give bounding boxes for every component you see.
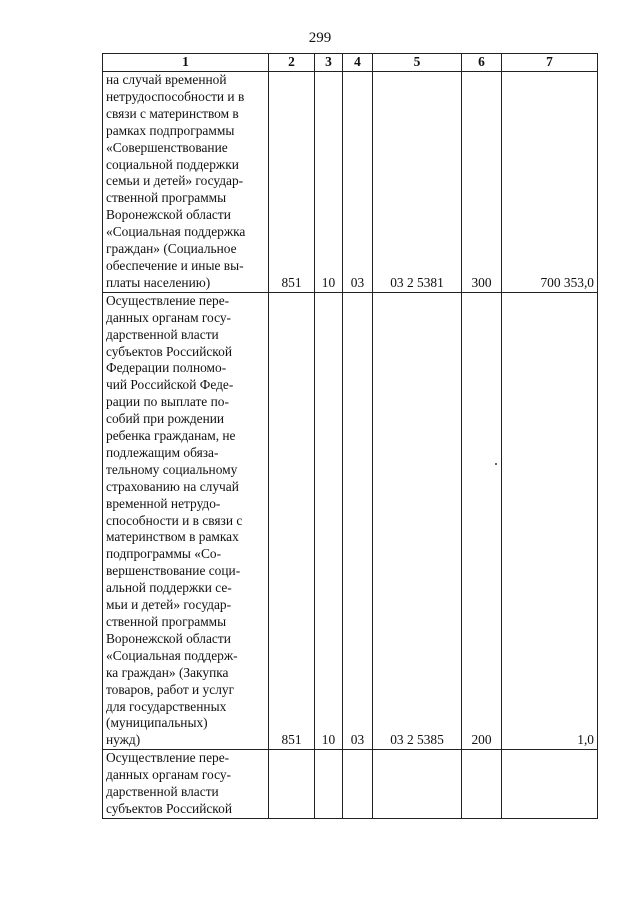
description-line: социальной поддержки	[106, 156, 239, 172]
row-col-4: 03	[343, 292, 373, 749]
description-line: на случай временной	[106, 72, 227, 87]
description-line: Осуществление пере-	[106, 750, 230, 766]
description-line: Воронежской области	[106, 207, 231, 223]
description-line: данных органам госу-	[106, 309, 231, 325]
row-col-7: 1,0	[502, 292, 598, 749]
description-line: нетрудоспособности и в	[106, 88, 245, 104]
description-line: обеспечение и иные вы-	[106, 257, 244, 273]
row-col-6	[462, 750, 502, 819]
description-line: собий при рождении	[106, 411, 225, 427]
description-line: связи с материнством в	[106, 105, 239, 121]
row-col-7	[502, 750, 598, 819]
header-col-5: 5	[373, 54, 462, 72]
description-line: товаров, работ и услуг	[106, 681, 235, 697]
description-line: «Социальная поддержка	[106, 224, 246, 240]
row-col-2	[269, 750, 315, 819]
row-description	[103, 292, 269, 749]
row-col-2: 851	[269, 292, 315, 749]
description-line: материнством в рамках	[106, 529, 239, 545]
description-line: страхованию на случай	[106, 478, 239, 494]
description-line: (муниципальных)	[106, 715, 208, 731]
description-line: мьи и детей» государ-	[106, 597, 232, 613]
row-col-2: 851	[269, 72, 315, 293]
table-row	[103, 750, 598, 819]
description-line: рации по выплате по-	[106, 394, 229, 410]
row-col-3: 10	[315, 292, 343, 749]
description-line: Воронежской области	[106, 630, 231, 646]
scan-speck	[495, 463, 497, 465]
description-line: тельному социальному	[106, 461, 238, 477]
description-line: вершенствование соци-	[106, 563, 241, 579]
page-number: 299	[308, 30, 332, 46]
description-line: ственной программы	[106, 190, 227, 206]
row-description	[103, 72, 269, 293]
description-line: для государственных	[106, 698, 227, 714]
description-line: данных органам госу-	[106, 767, 231, 783]
description-line: временной нетрудо-	[106, 495, 221, 511]
table-row	[103, 72, 598, 293]
description-line: подпрограммы «Со-	[106, 546, 222, 562]
description-line: дарственной власти	[106, 326, 219, 342]
row-col-4: 03	[343, 72, 373, 293]
header-row	[103, 54, 598, 72]
description-line: семьи и детей» государ-	[106, 173, 244, 189]
description-line: субъектов Российской	[106, 800, 232, 816]
description-line: граждан» (Социальное	[106, 241, 237, 257]
description-line: рамках подпрограммы	[106, 122, 235, 138]
header-col-3: 3	[315, 54, 343, 72]
description-line: субъектов Российской	[106, 343, 232, 359]
header-col-4: 4	[343, 54, 373, 72]
description-line: Осуществление пере-	[106, 292, 230, 308]
header-col-1: 1	[103, 54, 269, 72]
row-col-5: 03 2 5385	[373, 292, 462, 749]
description-line: ка граждан» (Закупка	[106, 664, 229, 680]
description-line: платы населению)	[106, 274, 211, 290]
row-description	[103, 750, 269, 819]
row-col-7: 700 353,0	[502, 72, 598, 293]
description-line: нужд)	[106, 732, 141, 748]
budget-table	[102, 53, 598, 819]
header-col-7: 7	[502, 54, 598, 72]
header-col-6: 6	[462, 54, 502, 72]
row-col-3: 10	[315, 72, 343, 293]
row-col-6: 300	[462, 72, 502, 293]
description-line: «Совершенствование	[106, 139, 228, 155]
description-line: способности и в связи с	[106, 512, 243, 528]
row-col-5	[373, 750, 462, 819]
description-line: Федерации полномо-	[106, 360, 227, 376]
row-col-6: 200	[462, 292, 502, 749]
description-line: дарственной власти	[106, 784, 219, 800]
row-col-5: 03 2 5381	[373, 72, 462, 293]
description-line: альной поддержки се-	[106, 580, 232, 596]
description-line: «Социальная поддерж-	[106, 647, 238, 663]
description-line: чий Российской Феде-	[106, 377, 234, 393]
header-col-2: 2	[269, 54, 315, 72]
description-line: подлежащим обяза-	[106, 444, 219, 460]
description-line: ственной программы	[106, 614, 227, 629]
table-row	[103, 292, 598, 749]
row-col-4	[343, 750, 373, 819]
description-line: ребенка гражданам, не	[106, 428, 236, 444]
row-col-3	[315, 750, 343, 819]
